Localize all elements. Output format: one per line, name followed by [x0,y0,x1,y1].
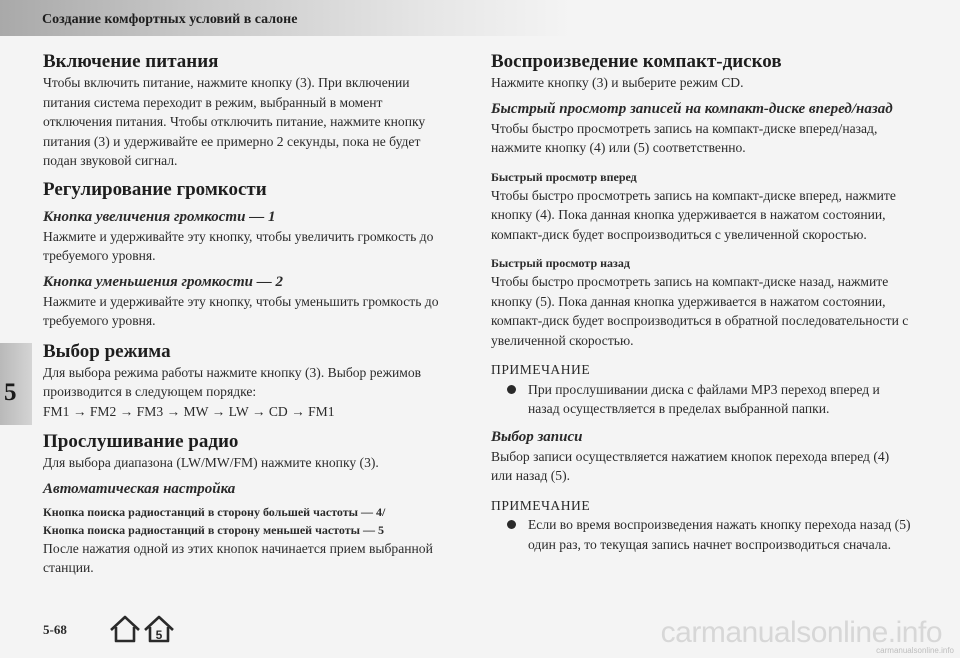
home-icon[interactable] [111,617,139,641]
section-title: Создание комфортных условий в салоне [42,12,298,27]
watermark-small: carmanualsonline.info [876,646,954,655]
note-heading: ПРИМЕЧАНИЕ [491,497,591,513]
right-column [491,51,911,554]
fast-back-text: Чтобы быстро просмотреть запись на компакт-диске назад, нажмите кнопку (5). Пока данная кнопка удерживается в нажатом состоянии, компакт-диск будет воспроизводиться в обратной последовательности с увеличенной скоростью. [491,274,909,348]
left-column [43,51,455,578]
chapter-home-icon-label: 5 [155,628,163,642]
bullet-icon [507,520,516,529]
page-number: 5-68 [43,622,67,637]
note-item [507,380,911,419]
radio-after-text: После нажатия одной из этих кнопок начинается прием выбранной станции. [43,540,433,575]
heading-volume: Регулирование громкости [43,178,267,200]
seek-up-label: Кнопка поиска радиостанций в сторону большей частоты — 4/ [43,504,386,519]
fast-forward-heading: Быстрый просмотр вперед [491,169,637,184]
heading-mode: Выбор режима [43,340,171,362]
cd-text: Нажмите кнопку (3) и выберите режим CD. [491,75,744,90]
volume-up-subheading: Кнопка увеличения громкости — 1 [43,208,276,225]
track-select-text: Выбор записи осуществляется нажатием кнопок перехода вперед (4) или назад (5). [491,448,890,483]
mode-text: Для выбора режима работы нажмите кнопку (3). Выбор режимов производится в следующем порядке: [43,364,422,399]
mode-sequence: FM1 → FM2 → FM3 → MW → LW → CD → FM1 [43,403,335,419]
power-text: Чтобы включить питание, нажмите кнопку (3). При включении питания система переходит в режим, выбранный в момент отключения питания. Чтобы отключить питание, нажмите кнопку питания (3) и удерживайте ее примерно 2 секунды, пока не будет подан звуковой сигнал. [43,75,426,168]
fast-forward-text: Чтобы быстро просмотреть запись на компакт-диске вперед, нажмите кнопку (4). Пока данная кнопка удерживается в нажатом состоянии, компакт-диск будет воспроизводиться с увеличенной скоростью. [491,187,896,242]
volume-down-text: Нажмите и удерживайте эту кнопку, чтобы уменьшить громкость до требуемого уровня. [43,293,439,328]
bullet-icon [507,385,516,394]
fast-browse-text: Чтобы быстро просмотреть запись на компакт-диске вперед/назад, нажмите кнопку (4) или (5) соответственно. [491,120,878,155]
heading-radio: Прослушивание радио [43,431,239,452]
auto-tune-subheading: Автоматическая настройка [43,480,236,497]
radio-text: Для выбора диапазона (LW/MW/FM) нажмите кнопку (3). [43,455,379,470]
fast-browse-subheading: Быстрый просмотр записей на компакт-диске вперед/назад [491,100,893,117]
page-header [0,0,572,36]
track-select-subheading: Выбор записи [491,428,583,445]
volume-down-subheading: Кнопка уменьшения громкости — 2 [43,273,283,290]
fast-back-heading: Быстрый просмотр назад [491,256,630,270]
note-heading: ПРИМЕЧАНИЕ [491,362,591,377]
seek-down-label: Кнопка поиска радиостанций в сторону меньшей частоты — 5 [43,522,385,537]
watermark: carmanualsonline.info [660,616,942,649]
chapter-number: 5 [4,379,17,406]
heading-power: Включение питания [43,51,219,72]
chapter-home-icon[interactable] [145,617,173,642]
note-item [507,515,911,554]
nav-icons [108,612,178,651]
note-text: При прослушивании диска с файлами MP3 переход вперед и назад осуществляется в пределах выбранной папки. [528,381,880,416]
heading-cd: Воспроизведение компакт-дисков [491,51,782,72]
note-text: Если во время воспроизведения нажать кнопку перехода назад (5) один раз, то текущая запись начнет воспроизводиться сначала. [528,517,911,552]
volume-up-text: Нажмите и удерживайте эту кнопку, чтобы увеличить громкость до требуемого уровня. [43,228,434,263]
